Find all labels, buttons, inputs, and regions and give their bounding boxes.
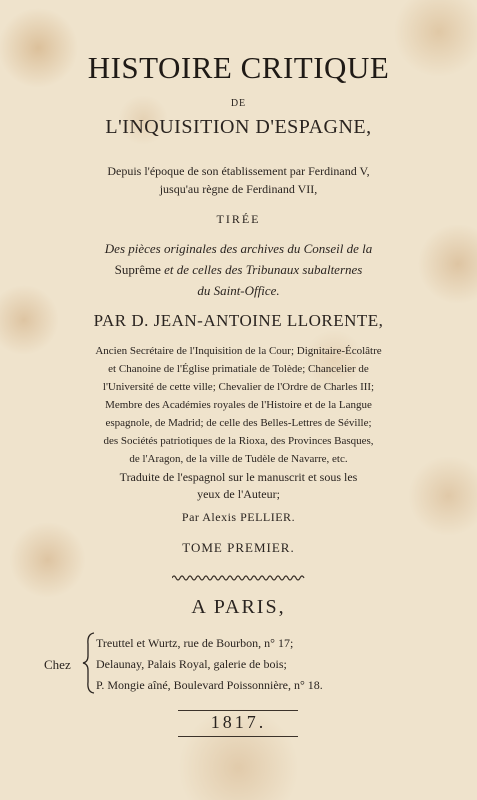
year-rule-bottom	[178, 736, 298, 737]
imprint-city: A PARIS,	[191, 596, 286, 618]
ornament-divider	[172, 574, 305, 582]
source-line-2	[0, 262, 477, 278]
translator-line: Par Alexis PELLIER.	[181, 510, 296, 524]
title-connector: DE	[230, 98, 247, 109]
credential-line-2: et Chanoine de l'Église primatiale de Tolède; Chancelier de	[108, 363, 369, 375]
source-line-3: du Saint-Office.	[197, 283, 280, 298]
source-tribunaux: et de celles des Tribunaux subalternes	[160, 262, 363, 277]
credential-line-5: espagnole, de Madrid; de celle des Belles-Lettres de Séville;	[105, 417, 372, 429]
publisher-2: Delaunay, Palais Royal, galerie de bois;	[96, 657, 287, 671]
author-line: PAR D. JEAN-ANTOINE LLORENTE,	[93, 311, 384, 330]
period-line-1: Depuis l'époque de son établissement par Ferdinand V,	[107, 164, 370, 178]
credential-line-4: Membre des Académies royales de l'Histoire et de la Langue	[105, 399, 372, 411]
year-rule-top	[178, 710, 298, 711]
source-line-1: Des pièces originales des archives du Conseil de la	[104, 241, 373, 256]
credential-line-7: de l'Aragon, de la ville de Tudèle de Navarre, etc.	[129, 453, 348, 465]
source-supreme: Suprême	[114, 262, 161, 277]
publisher-brace	[82, 632, 96, 694]
publisher-3: P. Mongie aîné, Boulevard Poissonnière, n° 18.	[96, 678, 323, 692]
credential-line-3: l'Université de cette ville; Chevalier de l'Ordre de Charles III;	[102, 381, 375, 393]
volume-label: TOME PREMIER.	[182, 540, 295, 555]
publisher-1: Treuttel et Wurtz, rue de Bourbon, n° 17;	[96, 636, 294, 650]
translation-line-1: Traduite de l'espagnol sur le manuscrit et sous les	[119, 470, 358, 484]
chez-label: Chez	[44, 657, 71, 672]
tiree-label: TIRÉE	[216, 212, 261, 226]
book-title: HISTOIRE CRITIQUE	[87, 50, 390, 85]
credential-line-6: des Sociétés patriotiques de la Rioxa, des Provinces Basques,	[103, 435, 374, 447]
publication-year: 1817.	[210, 712, 267, 732]
book-subtitle: L'INQUISITION D'ESPAGNE,	[105, 116, 372, 138]
period-line-2: jusqu'au règne de Ferdinand VII,	[159, 182, 318, 196]
credential-line-1: Ancien Secrétaire de l'Inquisition de la Cour; Dignitaire-Écolâtre	[95, 345, 382, 357]
translation-line-2: yeux de l'Auteur;	[197, 487, 280, 501]
